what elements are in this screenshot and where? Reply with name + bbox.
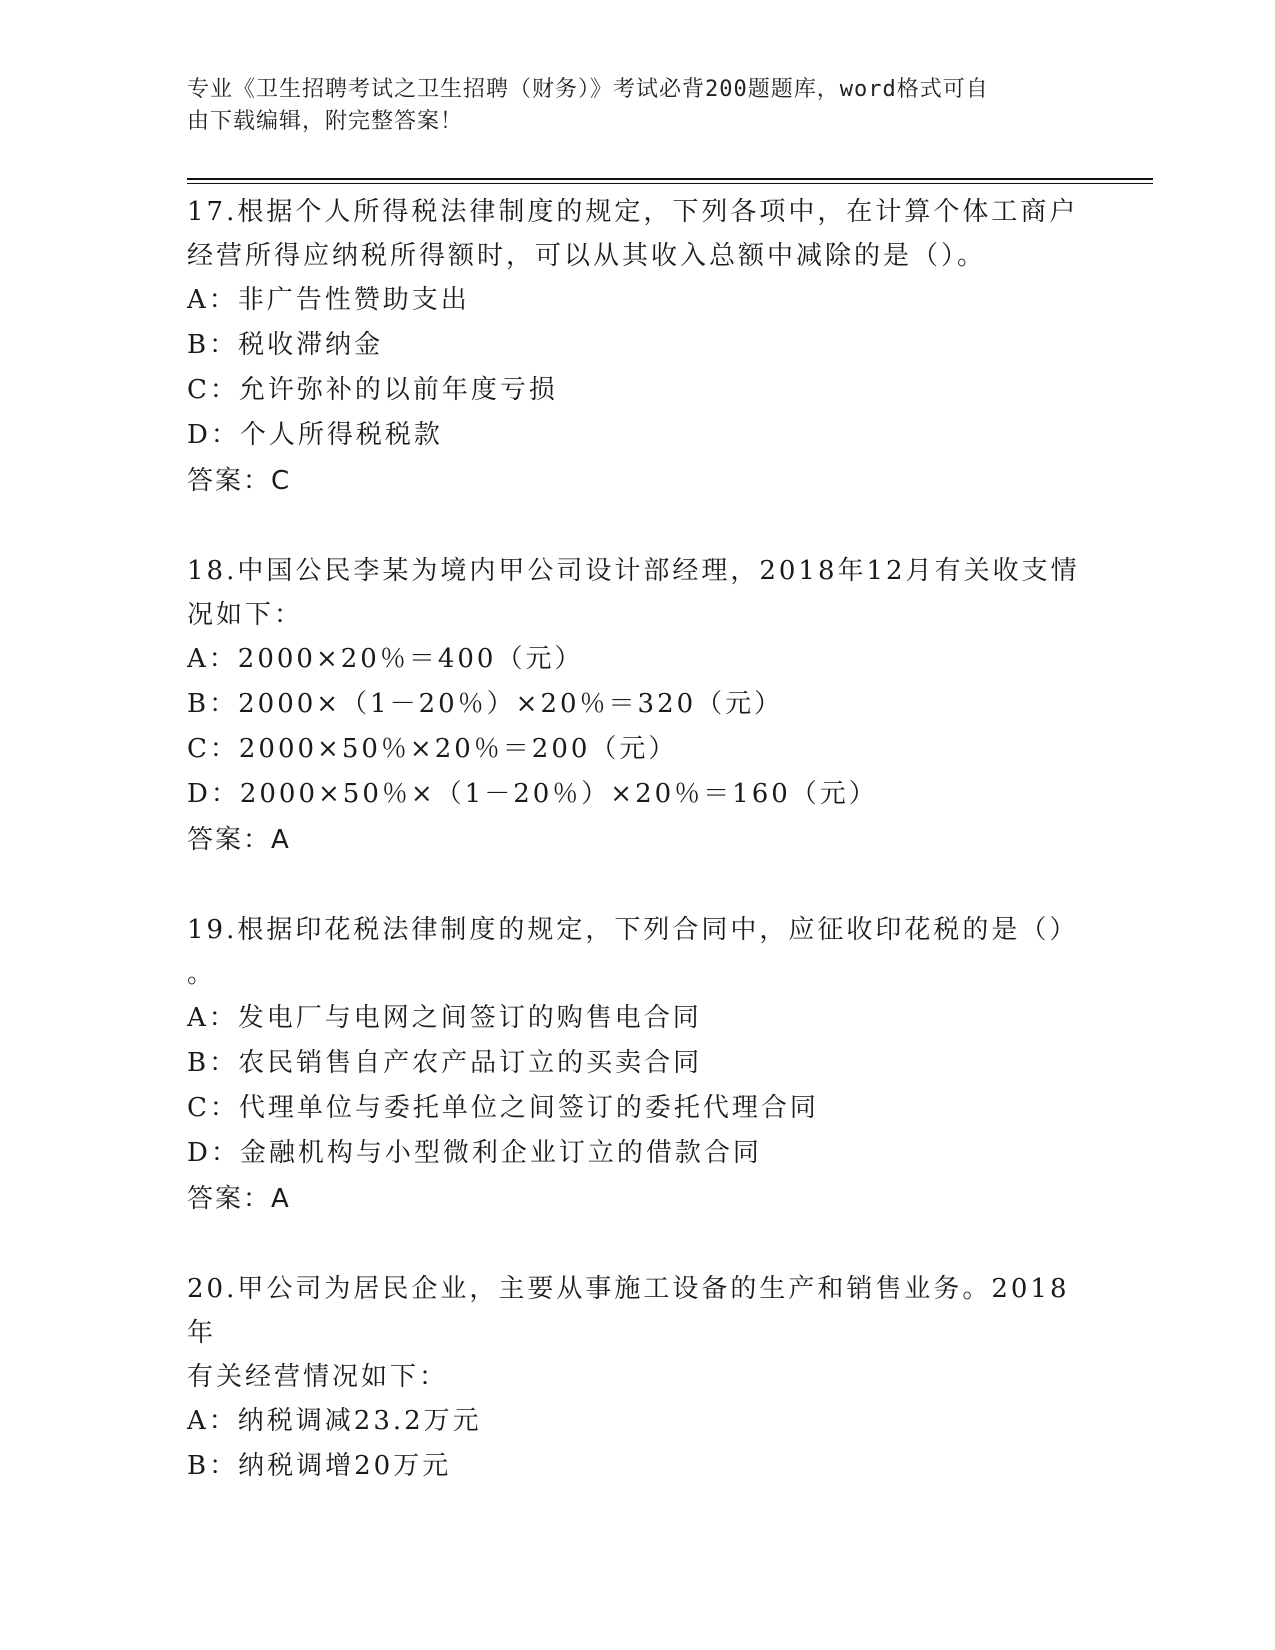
header-divider-thick — [187, 178, 1153, 180]
question-stem-line: 有关经营情况如下： — [187, 1362, 449, 1392]
option-c: C：代理单位与委托单位之间签订的委托代理合同 — [187, 1093, 819, 1123]
option-a: A：2000×20％＝400（元） — [187, 644, 584, 674]
header-divider-thin — [187, 183, 1153, 184]
option-b: B：税收滞纳金 — [187, 330, 384, 360]
option-a: A：非广告性赞助支出 — [187, 285, 470, 315]
option-b: B：纳税调增20万元 — [187, 1451, 452, 1481]
question-18 — [187, 549, 1087, 863]
question-stem-line: 经营所得应纳税所得额时，可以从其收入总额中减除的是（）。 — [187, 241, 987, 271]
document-header — [187, 74, 1087, 138]
question-stem-line: 况如下： — [187, 600, 304, 630]
question-stem-line: 17.根据个人所得税法律制度的规定，下列各项中，在计算个体工商户 — [187, 197, 1079, 227]
option-a: A：发电厂与电网之间签订的购售电合同 — [187, 1003, 702, 1033]
question-stem-line: 20.甲公司为居民企业，主要从事施工设备的生产和销售业务。2018年 — [187, 1274, 1070, 1348]
question-stem-line: 。 — [187, 959, 217, 989]
question-list — [187, 190, 1087, 1489]
answer-line: 答案：A — [187, 825, 291, 855]
option-a: A：纳税调减23.2万元 — [187, 1406, 482, 1436]
option-c: C：允许弥补的以前年度亏损 — [187, 375, 558, 405]
question-17 — [187, 190, 1087, 504]
option-d: D：金融机构与小型微利企业订立的借款合同 — [187, 1138, 762, 1168]
option-d: D：个人所得税税款 — [187, 420, 443, 450]
header-line-1: 专业《卫生招聘考试之卫生招聘（财务）》考试必背200题题库，word格式可自 — [187, 77, 989, 102]
option-b: B：农民销售自产农产品订立的买卖合同 — [187, 1048, 703, 1078]
question-spacer — [187, 863, 1087, 908]
question-spacer — [187, 1222, 1087, 1267]
option-c: C：2000×50％×20％＝200（元） — [187, 734, 678, 764]
question-20 — [187, 1267, 1087, 1489]
answer-line: 答案：C — [187, 466, 292, 496]
question-19 — [187, 908, 1087, 1222]
question-stem-line: 19.根据印花税法律制度的规定，下列合同中，应征收印花税的是（） — [187, 915, 1079, 945]
option-d: D：2000×50％×（1－20％）×20％＝160（元） — [187, 779, 878, 809]
question-stem-line: 18.中国公民李某为境内甲公司设计部经理，2018年12月有关收支情 — [187, 556, 1080, 586]
question-spacer — [187, 504, 1087, 549]
header-line-2: 由下载编辑，附完整答案！ — [187, 109, 464, 134]
option-b: B：2000×（1－20％）×20％＝320（元） — [187, 689, 784, 719]
answer-line: 答案：A — [187, 1184, 291, 1214]
